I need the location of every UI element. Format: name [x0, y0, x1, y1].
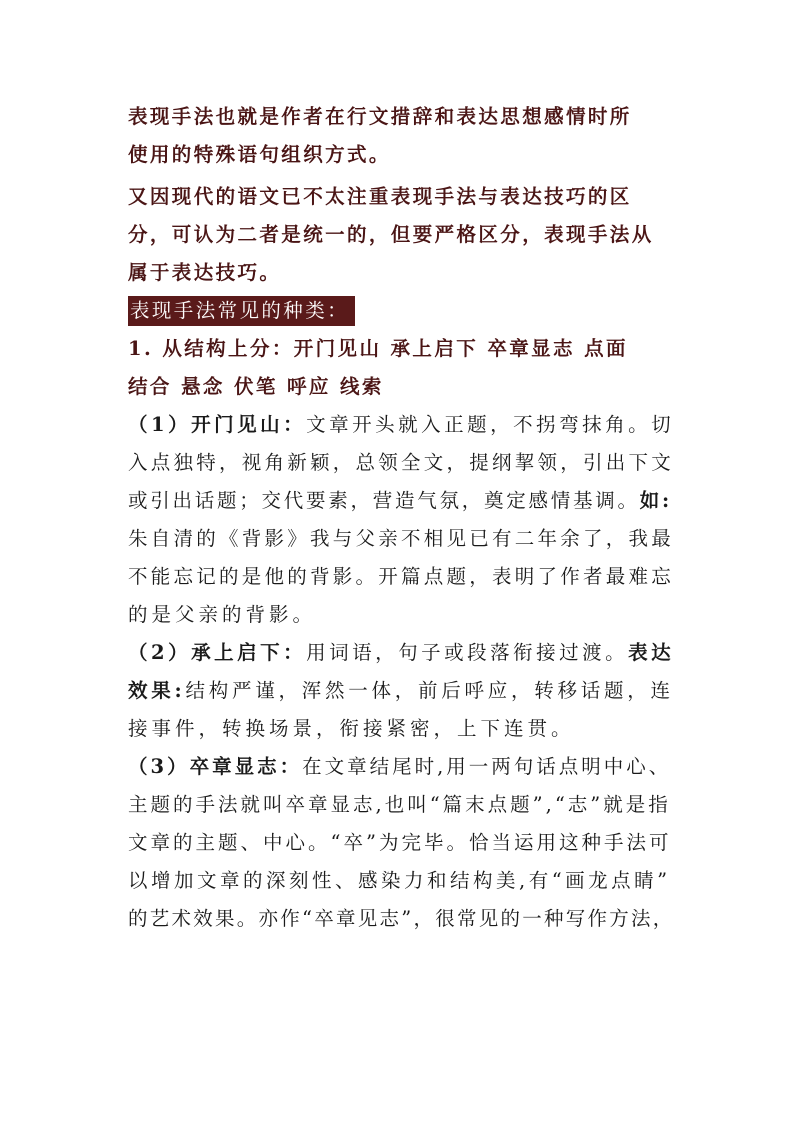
intro-line-4: 分，可认为二者是统一的，但要严格区分，表现手法从 — [128, 223, 654, 246]
intro-line-5: 属于表达技巧。 — [128, 261, 282, 284]
item2-line-2 — [128, 672, 676, 710]
document-content — [128, 98, 676, 938]
intro-line-1: 表现手法也就是作者在行文措辞和表达思想感情时所 — [128, 105, 632, 128]
item3-label: （3）卒章显志： — [128, 755, 303, 778]
item3-line-4: 以增加文章的深刻性、感染力和结构美,有“画龙点睛” — [128, 869, 671, 892]
item3-line-5: 的艺术效果。亦作“卒章见志”，很常见的一种写作方法， — [128, 907, 675, 930]
section-heading-row — [128, 292, 676, 330]
item1-example-label: 如: — [639, 489, 672, 512]
item1-line-6: 的是父亲的背影。 — [128, 603, 317, 626]
item1-line-3 — [128, 482, 676, 520]
item3-line-1-text: 在文章结尾时,用一两句话点明中心、 — [302, 755, 672, 778]
intro-line-3: 又因现代的语文已不太注重表现手法与表达技巧的区 — [128, 185, 632, 208]
item3-line-2: 主题的手法就叫卒章显志,也叫“篇末点题”,“志”就是指 — [128, 793, 671, 816]
item2-effect-label-2: 效果: — [128, 679, 186, 702]
item1-line-3-text: 或引出话题；交代要素，营造气氛，奠定感情基调。 — [128, 489, 640, 512]
intro-line-2: 使用的特殊语句组织方式。 — [128, 143, 391, 166]
item1-line-5: 不能忘记的是他的背影。开篇点题，表明了作者最难忘 — [128, 565, 675, 588]
item1-line-2: 入点独特，视角新颖，总领全文，提纲挈领，引出下文 — [128, 451, 675, 474]
structure-line-2: 结合 悬念 伏笔 呼应 线索 — [128, 375, 384, 398]
section-heading: 表现手法常见的种类： — [128, 296, 356, 326]
item2-line-1 — [128, 634, 676, 672]
item2-line-3: 接事件，转换场景，衔接紧密，上下连贯。 — [128, 717, 575, 740]
item1-line-1 — [128, 406, 676, 444]
structure-line-1: 1. 从结构上分：开门见山 承上启下 卒章显志 点面 — [128, 337, 628, 360]
item2-line-2-text: 结构严谨，浑然一体，前后呼应，转移话题，连 — [185, 679, 674, 702]
item2-effect-label-1: 表达 — [628, 641, 675, 664]
item2-label: （2）承上启下： — [128, 641, 307, 664]
item3-line-3: 文章的主题、中心。“卒”为完毕。恰当运用这种手法可 — [128, 831, 672, 854]
item1-line-1-text: 文章开头就入正题，不拐弯抹角。切 — [306, 413, 675, 436]
item2-line-1-text: 用词语，句子或段落衔接过渡。 — [306, 641, 629, 664]
item1-line-4: 朱自清的《背影》我与父亲不相见已有二年余了，我最 — [128, 527, 675, 550]
item3-line-1 — [128, 748, 676, 786]
item1-label: （1）开门见山： — [128, 413, 307, 436]
